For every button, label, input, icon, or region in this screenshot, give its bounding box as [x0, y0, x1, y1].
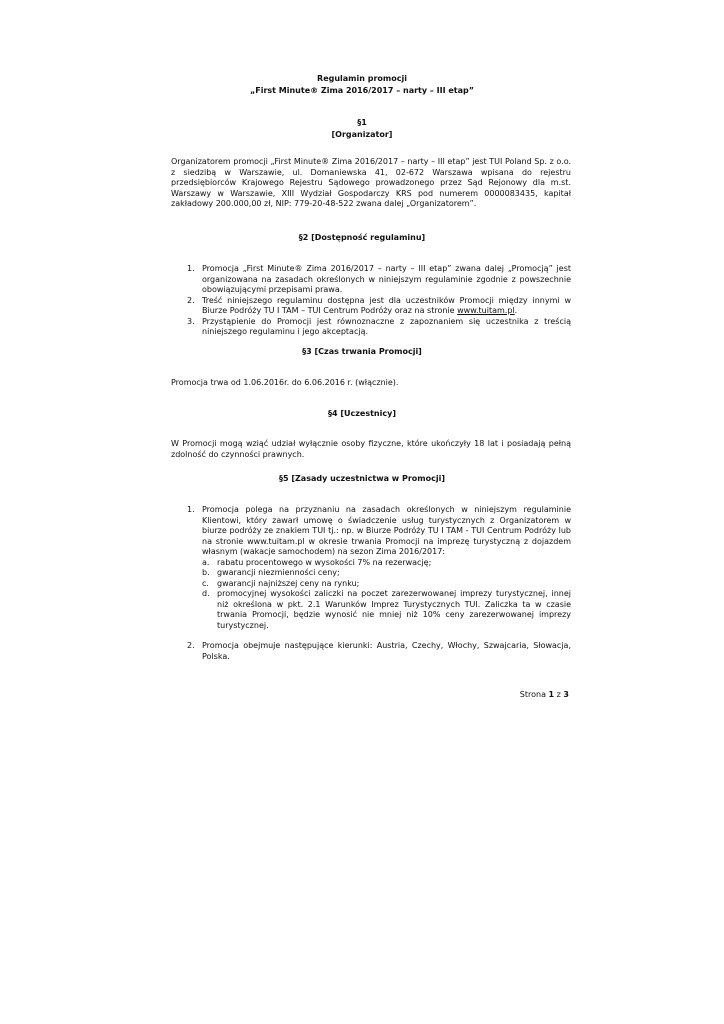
- section-1-name: [Organizator]: [331, 130, 393, 139]
- page-footer: [0, 690, 569, 699]
- footer-label: Strona: [519, 690, 546, 699]
- document-title: Regulamin promocji: [317, 74, 407, 83]
- section-4-heading: §4 [Uczestnicy]: [328, 409, 396, 418]
- list-item: [171, 264, 571, 296]
- list-item: [171, 296, 571, 317]
- list-item: [171, 317, 571, 338]
- section-4-text: W Promocji mogą wziąć udział wyłącznie osoby fizyczne, które ukończyły 18 lat i posiadają pełną zdolność do czynności prawnych.: [171, 439, 571, 459]
- section-2-heading: §2 [Dostępność regulaminu]: [298, 233, 426, 242]
- sub-list-letter: b.: [202, 568, 210, 577]
- sub-list-letter: a.: [202, 557, 210, 567]
- list-item-text: Przystąpienie do Promocji jest równoznaczne z zapoznaniem się uczestnika z treścią niniejszego regulaminu i jego akceptacją.: [202, 316, 571, 336]
- sub-list-text: rabatu procentowego w wysokości 7% na rezerwację;: [217, 557, 432, 567]
- list-item-number: 2.: [187, 641, 195, 650]
- footer-total-pages: 3: [563, 690, 569, 699]
- list-item-number: 1.: [187, 505, 195, 514]
- tuitam-link[interactable]: www.tuitam.pl: [457, 306, 515, 315]
- footer-page-number: 1: [548, 690, 555, 699]
- list-item-text: Promocja obejmuje następujące kierunki: Austria, Czechy, Włochy, Szwajcaria, Słowacja, Polska.: [202, 641, 571, 661]
- list-item-text: Promocja „First Minute® Zima 2016/2017 – narty – III etap” zwana dalej „Promocją” jest organizowana na zasadach określonych w niniejszym regulaminie zgodnie z powszechnie obowiązującymi przepisami prawa.: [202, 264, 571, 294]
- sub-list-item: [171, 589, 571, 631]
- section-5-heading: §5 [Zasady uczestnictwa w Promocji]: [279, 474, 445, 483]
- list-item-text: Treść niniejszego regulaminu dostępna jest dla uczestników Promocji między innymi w Biurze Podróży TU I TAM – TUI Centrum Podróży oraz na stronie: [202, 295, 571, 315]
- list-item-number: 2.: [187, 295, 195, 305]
- sub-list-text: gwarancji najniższej ceny na rynku;: [217, 578, 360, 588]
- sub-list-item: [171, 579, 571, 590]
- section-3-heading: §3 [Czas trwania Promocji]: [302, 347, 422, 356]
- list-item-text-end: .: [514, 306, 518, 315]
- sub-list-item: [171, 568, 571, 579]
- list-item: [171, 505, 571, 558]
- sub-list-letter: c.: [202, 578, 209, 588]
- section-1-text: Organizatorem promocji „First Minute® Zima 2016/2017 – narty – III etap” jest TUI Poland Sp. z o.o. z siedzibą w Warszawie, ul. Domaniewska 41, 02-672 Warszawa wpisana do rejestru przedsiębiorców Krajowego Rejestru Sądowego prowadzonego przez Sąd Rejonowy dla m.st. Warszawy w Warszawie, XIII Wydział Gospodarczy KRS pod numerem 0000083435, kapitał zakładowy 200.000,00 zł, NIP: 779-20-48-522 zwana dalej „Organizatorem”.: [171, 157, 571, 208]
- list-item-number: 1.: [187, 264, 195, 273]
- sub-list-text: gwarancji niezmienności ceny;: [217, 568, 340, 577]
- list-item-number: 3.: [187, 316, 195, 326]
- list-item: [171, 641, 571, 662]
- list-item-text: Promocja polega na przyznaniu na zasadach określonych w niniejszym regulaminie Klientowi, który zawarł umowę o świadczenie usług turystycznych z Organizatorem w biurze podróży ze znakiem TUI tj.: np. w Biurze Podróży TU I TAM - TUI Centrum Podróży lub na stronie www.tuitam.pl w okresie trwania Promocji na imprezę turystyczną z dojazdem własnym (wakacje samochodem) na sezon Zima 2016/2017:: [202, 505, 571, 556]
- section-1-number: §1: [357, 118, 367, 127]
- sub-list-letter: d.: [202, 589, 210, 598]
- sub-list-item: [171, 558, 571, 569]
- sub-list-text: promocyjnej wysokości zaliczki na poczet zarezerwowanej imprezy turystycznej, innej niż określona w pkt. 2.1 Warunków Imprez Turystycznych TUI. Zaliczka ta w czasie trwania Promocji, będzie wynosić nie mniej niż 10% ceny zarezerwowanej imprezy turystycznej.: [217, 589, 571, 630]
- section-3-text: Promocja trwa od 1.06.2016r. do 6.06.2016 r. (włącznie).: [171, 378, 399, 387]
- document-subtitle: „First Minute® Zima 2016/2017 – narty – III etap”: [250, 86, 474, 95]
- footer-separator: z: [556, 690, 561, 699]
- section-5-list: [171, 505, 571, 662]
- section-2-list: [171, 264, 571, 338]
